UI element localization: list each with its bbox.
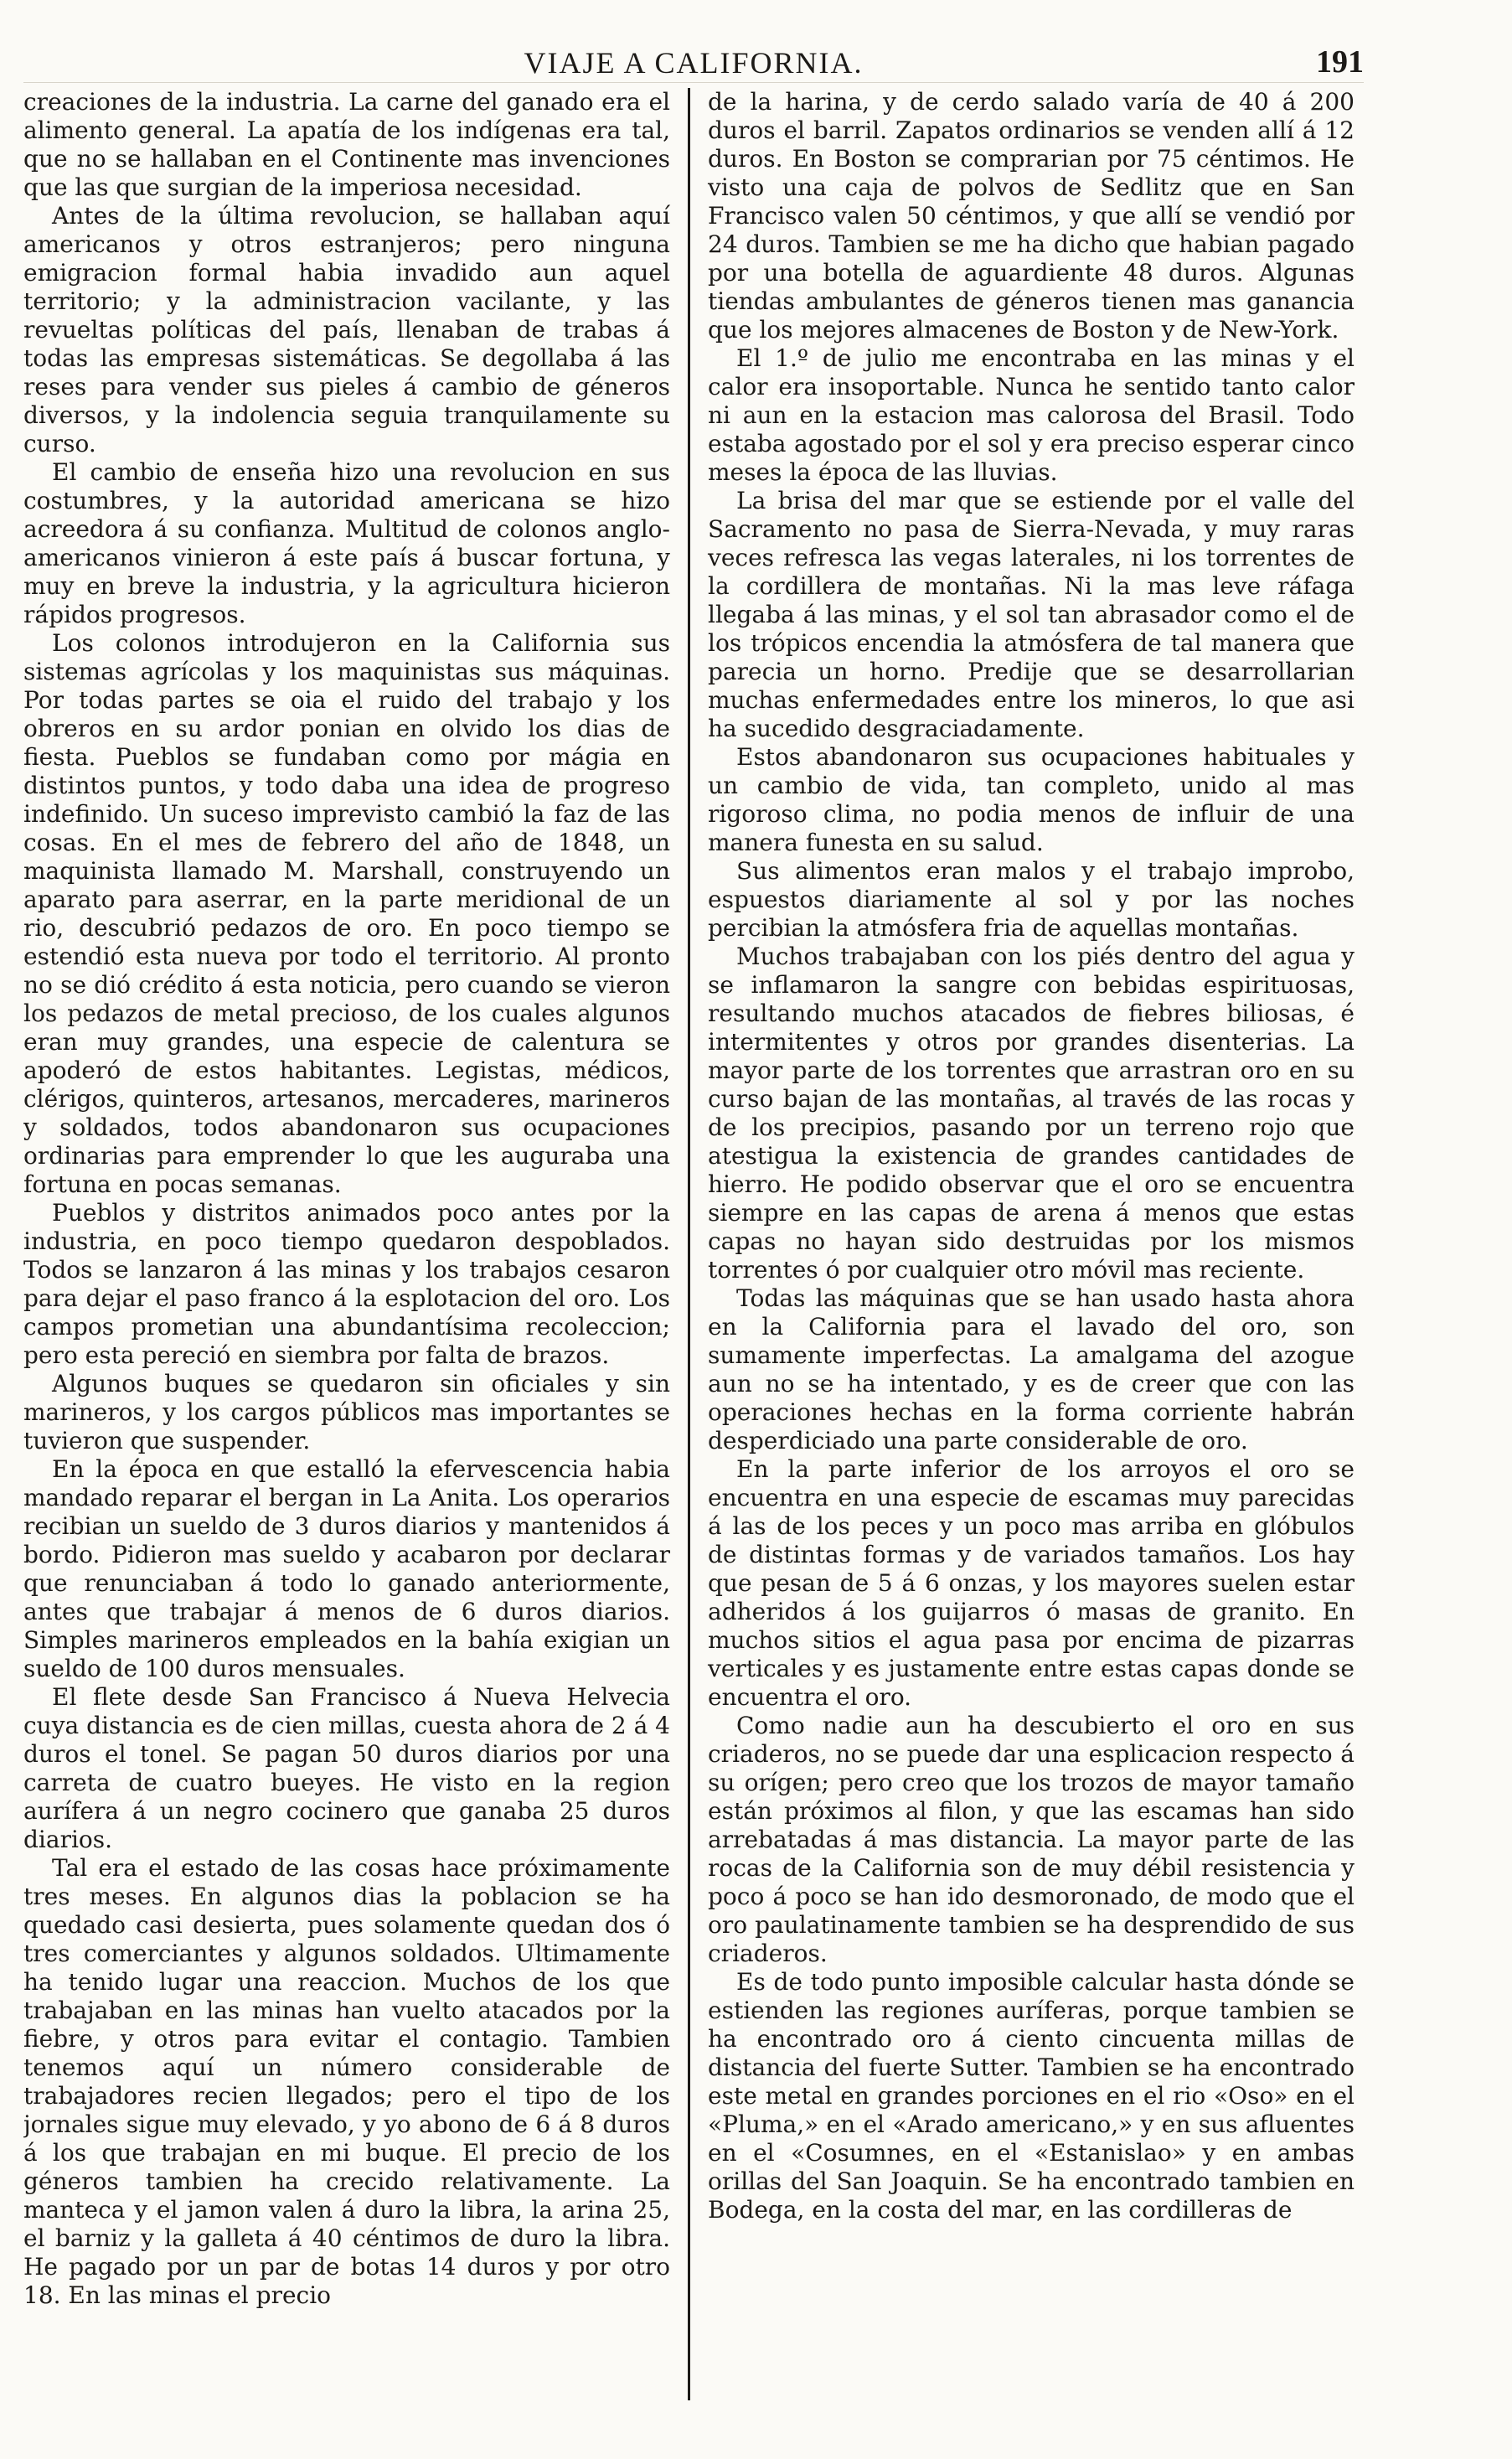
- paragraph: Algunos buques se quedaron sin oficiales y sin marineros, y los cargos públicos mas importantes se tuvieron que suspender.: [23, 1370, 670, 1454]
- running-header: [23, 44, 1364, 83]
- paragraph: Pueblos y distritos animados poco antes por la industria, en poco tiempo quedaron despoblados. Todos se lanzaron á las minas y los trabajos cesaron para dejar el paso franco á la esplotacion del oro. Los campos prometian una abundantísima recoleccion; pero esta pereció en siembra por falta de brazos.: [23, 1199, 670, 1369]
- paragraph: Antes de la última revolucion, se hallaban aquí americanos y otros estranjeros; pero ninguna emigracion formal habia invadido aun aquel territorio; y la administracion vacilante, y las revueltas políticas del país, llenaban de trabas á todas las empresas sistemáticas. Se degollaba á las reses para vender sus pieles á cambio de géneros diversos, y la indolencia seguia tranquilamente su curso.: [23, 202, 670, 457]
- column-divider: [688, 88, 690, 2400]
- paragraph: Muchos trabajaban con los piés dentro del agua y se inflamaron la sangre con bebidas espirituosas, resultando muchos atacados de fiebres biliosas, é intermitentes y otros por grandes disenterias. La mayor parte de los torrentes que arrastran oro en su curso bajan de las montañas, al través de las rocas y de los precipios, pasando por un terreno rojo que atestigua la existencia de grandes cantidades de hierro. He podido observar que el oro se encuentra siempre en las capas de arena á menos que estas capas no hayan sido destruidas por los mismos torrentes ó por cualquier otro móvil mas reciente.: [708, 943, 1355, 1284]
- paragraph: creaciones de la industria. La carne del ganado era el alimento general. La apatía de los indígenas era tal, que no se hallaban en el Continente mas invenciones que las que surgian de la imperiosa necesidad.: [23, 88, 670, 201]
- paragraph: El flete desde San Francisco á Nueva Helvecia cuya distancia es de cien millas, cuesta ahora de 2 á 4 duros el tonel. Se pagan 50 duros diarios por una carreta de cuatro bueyes. He visto en la region aurífera á un negro cocinero que ganaba 25 duros diarios.: [23, 1683, 670, 1853]
- running-title: VIAJE A CALIFORNIA.: [524, 46, 864, 80]
- paragraph: Estos abandonaron sus ocupaciones habituales y un cambio de vida, tan completo, unido al mas rigoroso clima, no podia menos de influir de una manera funesta en su salud.: [708, 743, 1355, 856]
- paragraph: de la harina, y de cerdo salado varía de 40 á 200 duros el barril. Zapatos ordinarios se venden allí á 12 duros. En Boston se comprarian por 75 céntimos. He visto una caja de polvos de Sedlitz que en San Francisco valen 50 céntimos, y que allí se vendió por 24 duros. Tambien se me ha dicho que habian pagado por una botella de aguardiente 48 duros. Algunas tiendas ambulantes de géneros tienen mas ganancia que los mejores almacenes de Boston y de New-York.: [708, 88, 1355, 344]
- paragraph: Los colonos introdujeron en la California sus sistemas agrícolas y los maquinistas sus máquinas. Por todas partes se oia el ruido del trabajo y los obreros en su ardor ponian en olvido los dias de fiesta. Pueblos se fundaban como por mágia en distintos puntos, y todo daba una idea de progreso indefinido. Un suceso imprevisto cambió la faz de las cosas. En el mes de febrero del año de 1848, un maquinista llamado M. Marshall, construyendo un aparato para aserrar, en la parte meridional de un rio, descubrió pedazos de oro. En poco tiempo se estendió esta nueva por todo el territorio. Al pronto no se dió crédito á esta noticia, pero cuando se vieron los pedazos de metal precioso, de los cuales algunos eran muy grandes, una especie de calentura se apoderó de estos habitantes. Legistas, médicos, clérigos, quinteros, artesanos, mercaderes, marineros y soldados, todos abandonaron sus ocupaciones ordinarias para emprender lo que les auguraba una fortuna en pocas semanas.: [23, 629, 670, 1198]
- paragraph: Es de todo punto imposible calcular hasta dónde se estienden las regiones auríferas, porque tambien se ha encontrado oro á ciento cincuenta millas de distancia del fuerte Sutter. Tambien se ha encontrado este metal en grandes porciones en el rio «Oso» en el «Pluma,» en el «Arado americano,» y en sus afluentes en el «Cosumnes, en el «Estanislao» y en ambas orillas del San Joaquin. Se ha encontrado tambien en Bodega, en la costa del mar, en las cordilleras de: [708, 1968, 1355, 2224]
- paragraph: El 1.º de julio me encontraba en las minas y el calor era insoportable. Nunca he sentido tanto calor ni aun en la estacion mas calorosa del Brasil. Todo estaba agostado por el sol y era preciso esperar cinco meses la época de las lluvias.: [708, 344, 1355, 486]
- paragraph: Sus alimentos eran malos y el trabajo improbo, espuestos diariamente al sol y por las noches percibian la atmósfera fria de aquellas montañas.: [708, 857, 1355, 942]
- paragraph: En la época en que estalló la efervescencia habia mandado reparar el bergan in La Anita. Los operarios recibian un sueldo de 3 duros diarios y mantenidos á bordo. Pidieron mas sueldo y acabaron por declarar que renunciaban á todo lo ganado anteriormente, antes que trabajar á menos de 6 duros diarios. Simples marineros empleados en la bahía exigian un sueldo de 100 duros mensuales.: [23, 1455, 670, 1682]
- text-columns: [23, 88, 1364, 2400]
- paragraph: En la parte inferior de los arroyos el oro se encuentra en una especie de escamas muy parecidas á las de los peces y un poco mas arriba en glóbulos de distintas formas y de variados tamaños. Los hay que pesan de 5 á 6 onzas, y los mayores suelen estar adheridos á los guijarros ó masas de granito. En muchos sitios el agua pasa por encima de pizarras verticales y es justamente entre estas capas donde se encuentra el oro.: [708, 1455, 1355, 1711]
- paragraph: Tal era el estado de las cosas hace próximamente tres meses. En algunos dias la poblacion se ha quedado casi desierta, pues solamente quedan dos ó tres comerciantes y algunos soldados. Ultimamente ha tenido lugar una reaccion. Muchos de los que trabajaban en las minas han vuelto atacados por la fiebre, y otros para evitar el contagio. Tambien tenemos aquí un número considerable de trabajadores recien llegados; pero el tipo de los jornales sigue muy elevado, y yo abono de 6 á 8 duros á los que trabajan en mi buque. El precio de los géneros tambien ha crecido relativamente. La manteca y el jamon valen á duro la libra, la arina 25, el barniz y la galleta á 40 céntimos de duro la libra. He pagado por un par de botas 14 duros y por otro 18. En las minas el precio: [23, 1854, 670, 2309]
- book-page: [23, 44, 1364, 2400]
- left-column: [23, 88, 685, 2400]
- right-column: [693, 88, 1355, 2400]
- paragraph: Como nadie aun ha descubierto el oro en sus criaderos, no se puede dar una esplicacion respecto á su orígen; pero creo que los trozos de mayor tamaño están próximos al filon, y que las escamas han sido arrebatadas á mas distancia. La mayor parte de las rocas de la California son de muy débil resistencia y poco á poco se han ido desmoronado, de modo que el oro paulatinamente tambien se ha desprendido de sus criaderos.: [708, 1712, 1355, 1967]
- paragraph: Todas las máquinas que se han usado hasta ahora en la California para el lavado del oro, son sumamente imperfectas. La amalgama del azogue aun no se ha intentado, y es de creer que con las operaciones hechas en la forma corriente habrán desperdiciado una parte considerable de oro.: [708, 1284, 1355, 1454]
- paragraph: La brisa del mar que se estiende por el valle del Sacramento no pasa de Sierra-Nevada, y muy raras veces refresca las vegas laterales, ni los torrentes de la cordillera de montañas. Ni la mas leve ráfaga llegaba á las minas, y el sol tan abrasador como el de los trópicos encendia la atmósfera de tal manera que parecia un horno. Predije que se desarrollarian muchas enfermedades entre los mineros, lo que asi ha sucedido desgraciadamente.: [708, 487, 1355, 742]
- paragraph: El cambio de enseña hizo una revolucion en sus costumbres, y la autoridad americana se hizo acreedora á su confianza. Multitud de colonos anglo-americanos vinieron á este país á buscar fortuna, y muy en breve la industria, y la agricultura hicieron rápidos progresos.: [23, 458, 670, 628]
- page-number: 191: [1316, 44, 1364, 80]
